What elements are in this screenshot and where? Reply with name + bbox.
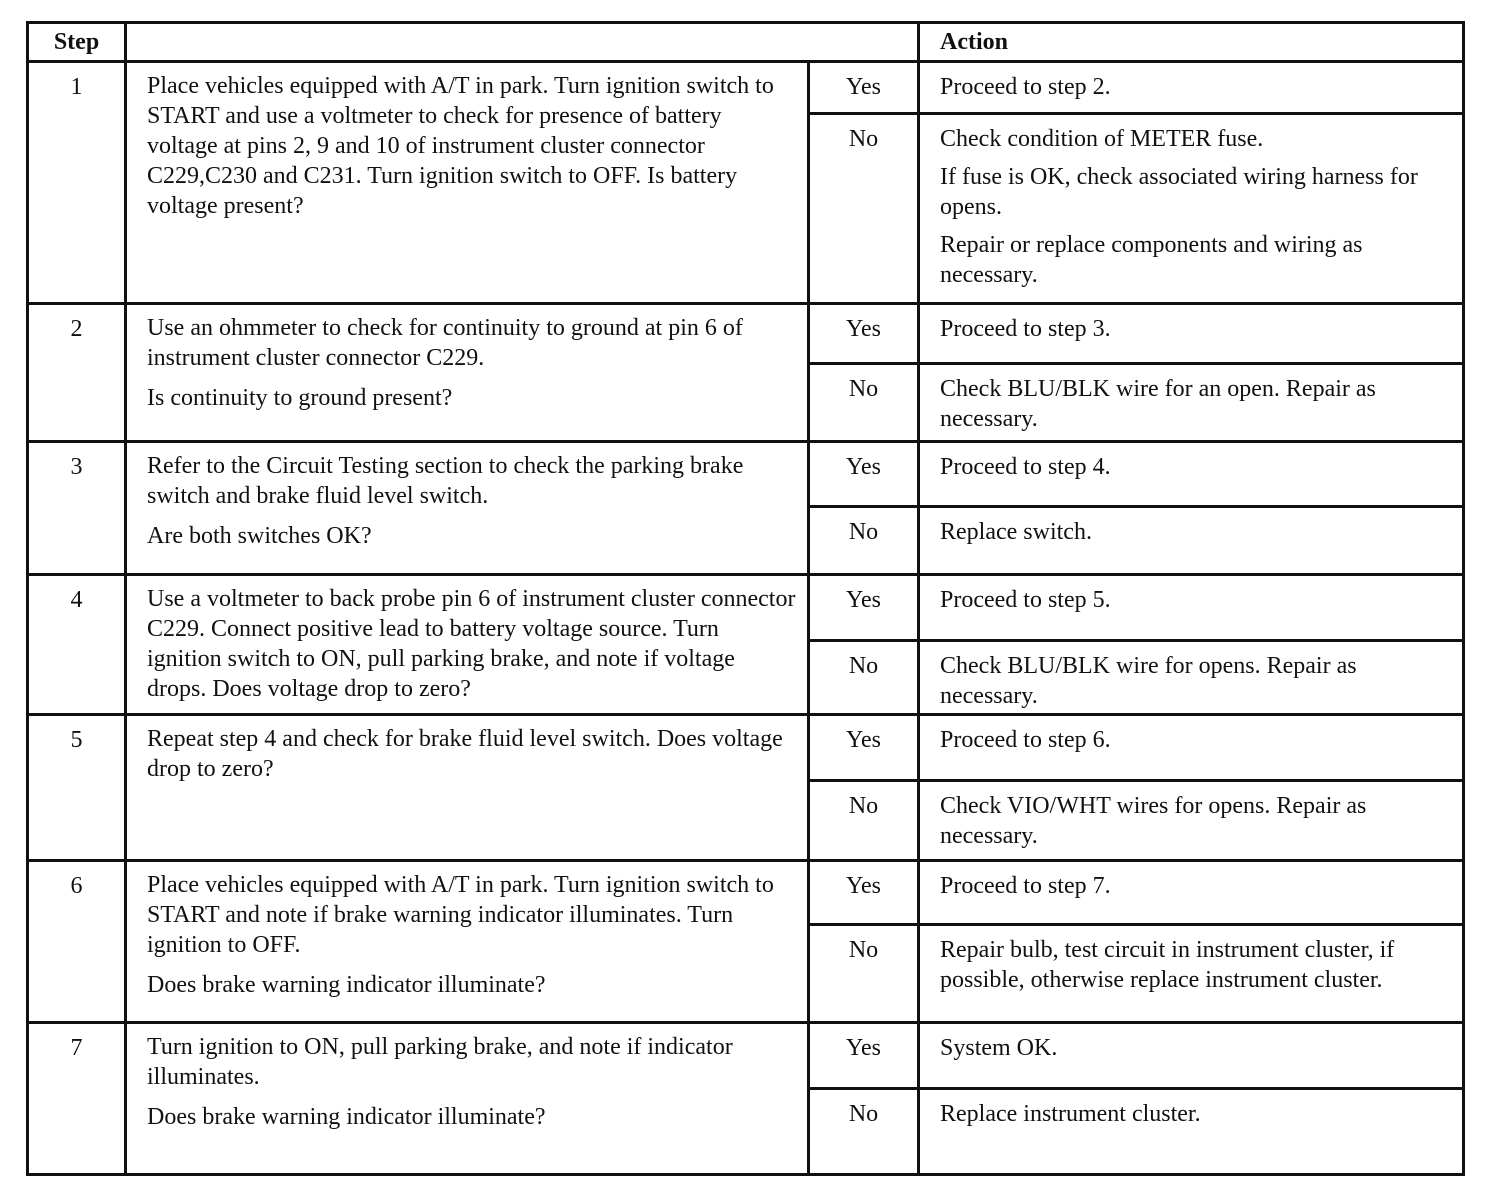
answer-no: No [809,114,919,304]
action-paragraph: Check condition of METER fuse. [940,126,1264,152]
action-paragraph: Proceed to step 5. [940,587,1111,613]
action-paragraph: Check VIO/WHT wires for opens. Repair as necessary. [940,793,1367,849]
action-paragraph: Proceed to step 3. [940,316,1111,342]
action-paragraph: Proceed to step 6. [940,727,1111,753]
answer-no: No [809,507,919,575]
action-paragraph: Proceed to step 2. [940,74,1111,100]
answer-no: No [809,925,919,1023]
diagnostic-table [26,21,1465,1176]
action-no [919,364,1464,442]
answer-yes: Yes [809,1023,919,1089]
table-row-yes [28,304,1464,364]
action-paragraph: If fuse is OK, check associated wiring harness for opens. [940,164,1418,220]
answer-no: No [809,1089,919,1175]
header-step: Step [28,23,126,62]
answer-yes: Yes [809,715,919,781]
table-row-yes [28,62,1464,114]
action-paragraph: Repair bulb, test circuit in instrument cluster, if possible, otherwise replace instrument cluster. [940,937,1395,993]
header-check [126,23,919,62]
description-paragraph: Use a voltmeter to back probe pin 6 of instrument cluster connector C229. Connect positive lead to battery voltage source. Turn ignition switch to ON, pull parking brake, and note if voltage drops. Does voltage drop to zero? [147,586,796,702]
table-row-yes [28,1023,1464,1089]
answer-no: No [809,641,919,715]
description-paragraph: Place vehicles equipped with A/T in park. Turn ignition switch to START and note if brake warning indicator illuminates. Turn ignition to OFF. [147,872,774,958]
step-description [126,304,809,442]
action-paragraph: Replace switch. [940,519,1092,545]
answer-yes: Yes [809,442,919,507]
action-paragraph: Proceed to step 4. [940,454,1111,480]
action-paragraph: System OK. [940,1035,1058,1061]
answer-no: No [809,364,919,442]
description-paragraph: Place vehicles equipped with A/T in park. Turn ignition switch to START and use a voltmeter to check for presence of battery voltage at pins 2, 9 and 10 of instrument cluster connector C229,C230 and C231. Turn ignition switch to OFF. Is battery voltage present? [147,73,774,219]
table-row-yes [28,575,1464,641]
action-no [919,507,1464,575]
table-row-yes [28,715,1464,781]
action-paragraph: Repair or replace components and wiring as necessary. [940,232,1363,288]
step-description [126,1023,809,1175]
action-yes [919,62,1464,114]
description-paragraph: Use an ohmmeter to check for continuity to ground at pin 6 of instrument cluster connector C229. [147,315,743,371]
step-description [126,62,809,304]
step-number: 2 [28,304,126,442]
answer-yes: Yes [809,304,919,364]
table-body [28,62,1464,1175]
action-no [919,781,1464,861]
step-description [126,715,809,861]
action-yes [919,442,1464,507]
action-paragraph: Check BLU/BLK wire for opens. Repair as necessary. [940,653,1357,709]
header-row [28,23,1464,62]
table-row-yes [28,442,1464,507]
description-paragraph: Does brake warning indicator illuminate? [147,972,546,998]
step-number: 1 [28,62,126,304]
answer-yes: Yes [809,62,919,114]
header-action: Action [919,23,1464,62]
step-description [126,575,809,715]
step-number: 6 [28,861,126,1023]
action-no [919,925,1464,1023]
action-yes [919,715,1464,781]
action-yes [919,861,1464,925]
action-yes [919,304,1464,364]
description-paragraph: Does brake warning indicator illuminate? [147,1104,546,1130]
step-number: 5 [28,715,126,861]
step-description [126,442,809,575]
answer-yes: Yes [809,861,919,925]
description-paragraph: Are both switches OK? [147,523,372,549]
step-description [126,861,809,1023]
step-number: 4 [28,575,126,715]
description-paragraph: Repeat step 4 and check for brake fluid level switch. Does voltage drop to zero? [147,726,783,782]
step-number: 7 [28,1023,126,1175]
action-yes [919,575,1464,641]
action-no [919,1089,1464,1175]
action-yes [919,1023,1464,1089]
action-paragraph: Proceed to step 7. [940,873,1111,899]
description-paragraph: Is continuity to ground present? [147,385,453,411]
action-paragraph: Replace instrument cluster. [940,1101,1201,1127]
step-number: 3 [28,442,126,575]
action-paragraph: Check BLU/BLK wire for an open. Repair as necessary. [940,376,1376,432]
answer-no: No [809,781,919,861]
table-row-yes [28,861,1464,925]
answer-yes: Yes [809,575,919,641]
description-paragraph: Turn ignition to ON, pull parking brake, and note if indicator illuminates. [147,1034,733,1090]
action-no [919,641,1464,715]
description-paragraph: Refer to the Circuit Testing section to check the parking brake switch and brake fluid level switch. [147,453,744,509]
action-no [919,114,1464,304]
